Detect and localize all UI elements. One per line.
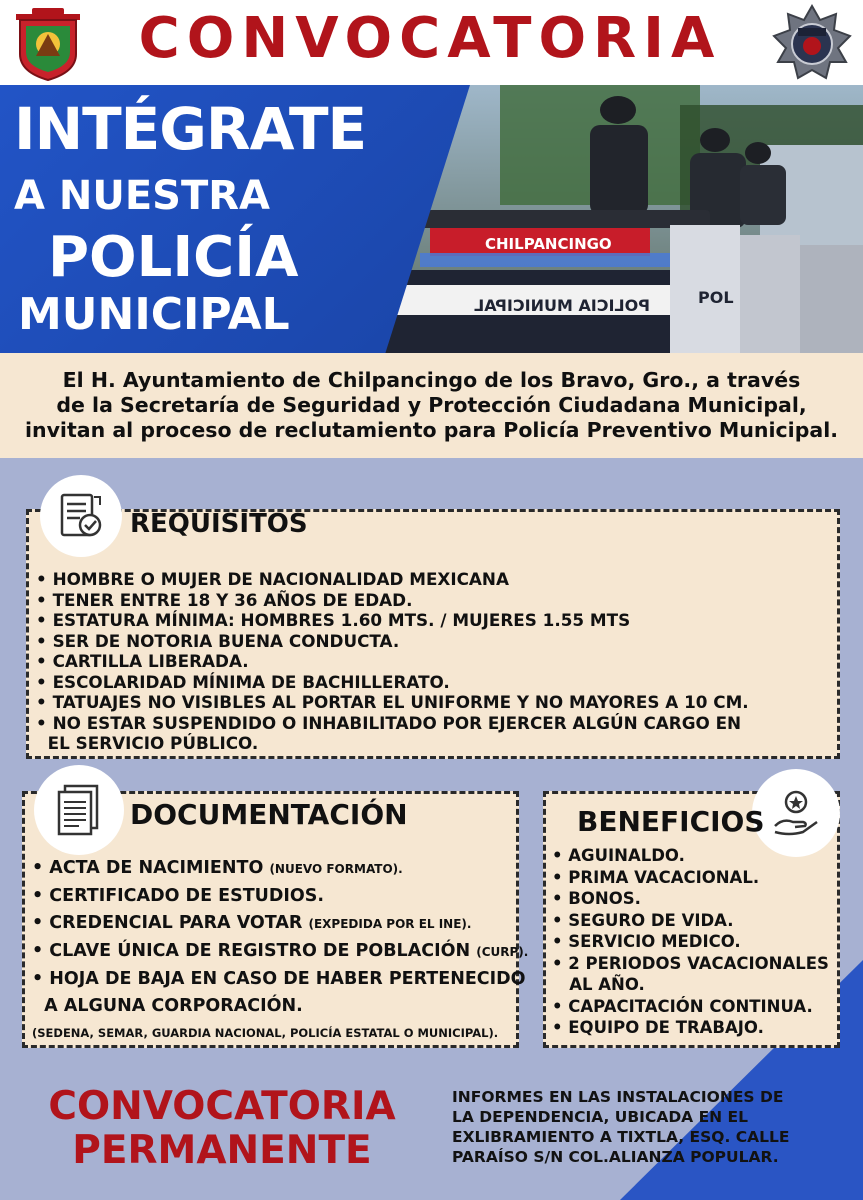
info-line: LA DEPENDENCIA, UBICADA EN EL [452,1108,748,1126]
list-item: • CARTILLA LIBERADA. [36,651,249,671]
intro-line-1: El H. Ayuntamiento de Chilpancingo de los Bravo, Gro., a través [62,368,801,392]
item-note: (EXPEDIDA POR EL INE). [308,917,472,931]
documentation-list [32,855,528,1047]
item-note: (NUEVO FORMATO). [269,862,403,876]
intro-line-3: invitan al proceso de reclutamiento para Policía Preventivo Municipal. [24,418,839,442]
photo-side-text: POL [698,288,734,307]
list-item [32,938,528,966]
list-item: • HOMBRE O MUJER DE NACIONALIDAD MEXICANA [36,569,509,589]
list-item: • ESTATURA MÍNIMA: HOMBRES 1.60 MTS. / MUJERES 1.55 MTS [36,610,631,630]
item-main: • HOJA DE BAJA EN CASO DE HABER PERTENECIDO [32,969,526,989]
list-item: • EQUIPO DE TRABAJO. [552,1018,764,1037]
requirements-icon-circle [40,475,122,557]
permanent-call-heading [22,1085,422,1173]
documentation-note: (SEDENA, SEMAR, GUARDIA NACIONAL, POLICÍA ESTATAL O MUNICIPAL). [32,1026,499,1040]
list-item: • NO ESTAR SUSPENDIDO O INHABILITADO POR EJERCER ALGÚN CARGO EN [36,712,742,733]
info-line: EXLIBRAMIENTO A TIXTLA, ESQ. CALLE [452,1128,790,1146]
award-hand-icon [769,786,823,840]
hero-banner [0,85,863,353]
list-item [32,855,528,883]
requirements-title: REQUISITOS [130,509,308,539]
list-item [32,910,528,938]
info-line: INFORMES EN LAS INSTALACIONES DE [452,1088,784,1106]
list-item: • SEGURO DE VIDA. [552,910,734,930]
list-item: • TENER ENTRE 18 Y 36 AÑOS DE EDAD. [36,589,413,610]
hero-line-3: POLICÍA [48,225,299,290]
list-item [32,993,528,1020]
documentation-title: DOCUMENTACIÓN [130,798,408,831]
list-item: • CAPACITACIÓN CONTINUA. [552,996,813,1016]
benefits-title: BENEFICIOS [577,805,765,838]
documents-icon [51,782,107,838]
item-main: • CERTIFICADO DE ESTUDIOS. [32,886,325,906]
list-item: • AGUINALDO. [552,846,685,865]
item-note: (CURP). [476,945,529,959]
photo-sign-text: CHILPANCINGO [485,235,612,253]
list-item: • 2 PERIODOS VACACIONALES [552,953,829,973]
list-item: • SER DE NOTORIA BUENA CONDUCTA. [36,630,400,651]
item-main: • CLAVE ÚNICA DE REGISTRO DE POBLACIÓN [32,941,477,961]
list-item [32,966,528,993]
hero-line-1: INTÉGRATE [14,95,367,163]
list-item [32,883,528,910]
list-item: • BONOS. [552,889,641,908]
page-title: CONVOCATORIA [138,6,722,71]
list-item: AL AÑO. [552,975,645,994]
list-item: • ESCOLARIDAD MÍNIMA DE BACHILLERATO. [36,671,450,692]
hero-line-2: A NUESTRA [14,173,271,219]
info-line: PARAÍSO S/N COL.ALIANZA POPULAR. [452,1148,779,1166]
permanent-line-2: PERMANENTE [72,1128,372,1173]
benefits-icon-circle [752,769,840,857]
list-item: • TATUAJES NO VISIBLES AL PORTAR EL UNIFORME Y NO MAYORES A 10 CM. [36,692,749,712]
item-main: • CREDENCIAL PARA VOTAR [32,913,309,933]
header [0,0,863,85]
requirements-list [36,569,749,754]
permanent-line-1: CONVOCATORIA [48,1084,396,1129]
intro-text-block [0,353,863,458]
benefits-list [552,845,829,1039]
photo-truck-text: POLICIA MUNICIPAL [474,296,650,315]
item-main: A ALGUNA CORPORACIÓN. [32,996,303,1016]
contact-info [452,1087,842,1167]
item-main: • ACTA DE NACIMIENTO [32,858,270,878]
list-item: • SERVICIO MEDICO. [552,932,741,951]
checklist-icon [56,491,106,541]
list-item: • PRIMA VACACIONAL. [552,867,760,887]
list-item: EL SERVICIO PÚBLICO. [36,733,259,753]
municipal-coat-of-arms-logo [12,6,84,82]
documentation-icon-circle [34,765,124,855]
police-badge-logo [770,4,854,82]
hero-line-4: MUNICIPAL [18,289,290,340]
intro-line-2: de la Secretaría de Seguridad y Protección Ciudadana Municipal, [56,393,807,417]
